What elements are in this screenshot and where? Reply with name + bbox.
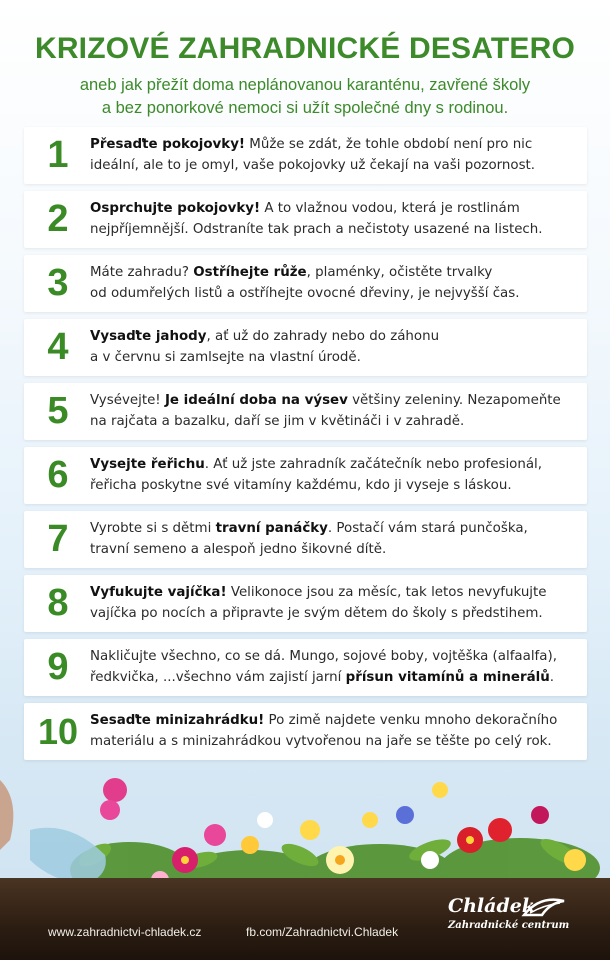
list-item <box>24 383 587 440</box>
item-number: 1 <box>47 134 69 176</box>
logo-subtitle: Zahradnické centrum <box>448 920 570 931</box>
website-link[interactable]: www.zahradnictvi-chladek.cz <box>48 925 202 939</box>
item-number: 3 <box>47 262 69 304</box>
item-text: Vyfukujte vajíčka! Velikonoce jsou za měsíc, tak letos nevyfukujte vajíčka po nocích a připravte je svým dětem do školy s předstihem. <box>90 585 547 621</box>
item-text: Přesaďte pokojovky! Může se zdát, že tohle období není pro nic ideální, ale to je omyl, vaše pokojovky už čekají na vaši pozornost. <box>90 137 536 173</box>
list-item <box>24 575 587 632</box>
item-number: 4 <box>47 326 69 368</box>
list-item <box>24 191 587 248</box>
item-text: Osprchujte pokojovky! A to vlažnou vodou, která je rostlinám nejpříjemnější. Odstraníte tak prach a nečistoty usazené na listech. <box>90 201 543 237</box>
subtitle <box>0 74 610 120</box>
page-title: KRIZOVÉ ZAHRADNICKÉ DESATERO <box>34 32 576 65</box>
list-item <box>24 447 587 504</box>
footer <box>0 895 610 960</box>
item-text: Nakličujte všechno, co se dá. Mungo, sojové boby, vojtěška (alfaalfa), ředkvička, ...všechno vám zajistí jarní přísun vitamínů a minerálů. <box>90 649 557 685</box>
item-number: 6 <box>47 454 69 496</box>
subtitle-line-1: aneb jak přežít doma neplánovanou karanténu, zavřené školy <box>79 76 531 94</box>
item-text: Vyrobte si s dětmi travní panáčky. Postačí vám stará punčoška, travní semeno a alespoň jedno šikovné dítě. <box>90 521 528 557</box>
list-item <box>24 319 587 376</box>
list-item <box>24 127 587 184</box>
item-number: 9 <box>47 646 69 688</box>
item-number: 10 <box>37 710 79 752</box>
item-text: Máte zahradu? Ostříhejte růže, plaménky, očistěte trvalky od odumřelých listů a ostříhejte ovocné dřeviny, je nejvyšší čas. <box>90 265 520 301</box>
item-text: Vysévejte! Je ideální doba na výsev většiny zeleniny. Nezapomeňte na rajčata a bazalku, daří se jim v květináči i v zahradě. <box>90 393 561 429</box>
item-number: 8 <box>47 582 69 624</box>
item-text: Sesaďte minizahrádku! Po zimě najdete venku mnoho dekoračního materiálu a s minizahrádkou vytvořenou na jaře se těšte po celý rok. <box>90 713 558 749</box>
list-item <box>24 639 587 696</box>
item-number: 7 <box>47 518 69 560</box>
list-item <box>24 511 587 568</box>
list-item <box>24 703 587 760</box>
item-text: Vysejte řeřichu. Ať už jste zahradník začátečník nebo profesionál, řeřicha poskytne své vitamíny každému, kdo ji vyseje s láskou. <box>90 457 543 493</box>
list-item <box>24 255 587 312</box>
facebook-link[interactable]: fb.com/Zahradnictvi.Chladek <box>246 925 399 939</box>
item-number: 2 <box>47 198 69 240</box>
item-number: 5 <box>47 390 69 432</box>
logo-name: Chládek <box>448 895 536 917</box>
subtitle-line-2: a bez ponorkové nemoci si užít společné dny s rodinou. <box>101 99 509 117</box>
brand-logo <box>446 893 576 953</box>
item-text: Vysaďte jahody, ať už do zahrady nebo do záhonu a v červnu si zamlsejte na vlastní úrodě. <box>90 329 440 365</box>
leaf-logo-icon <box>520 893 568 921</box>
